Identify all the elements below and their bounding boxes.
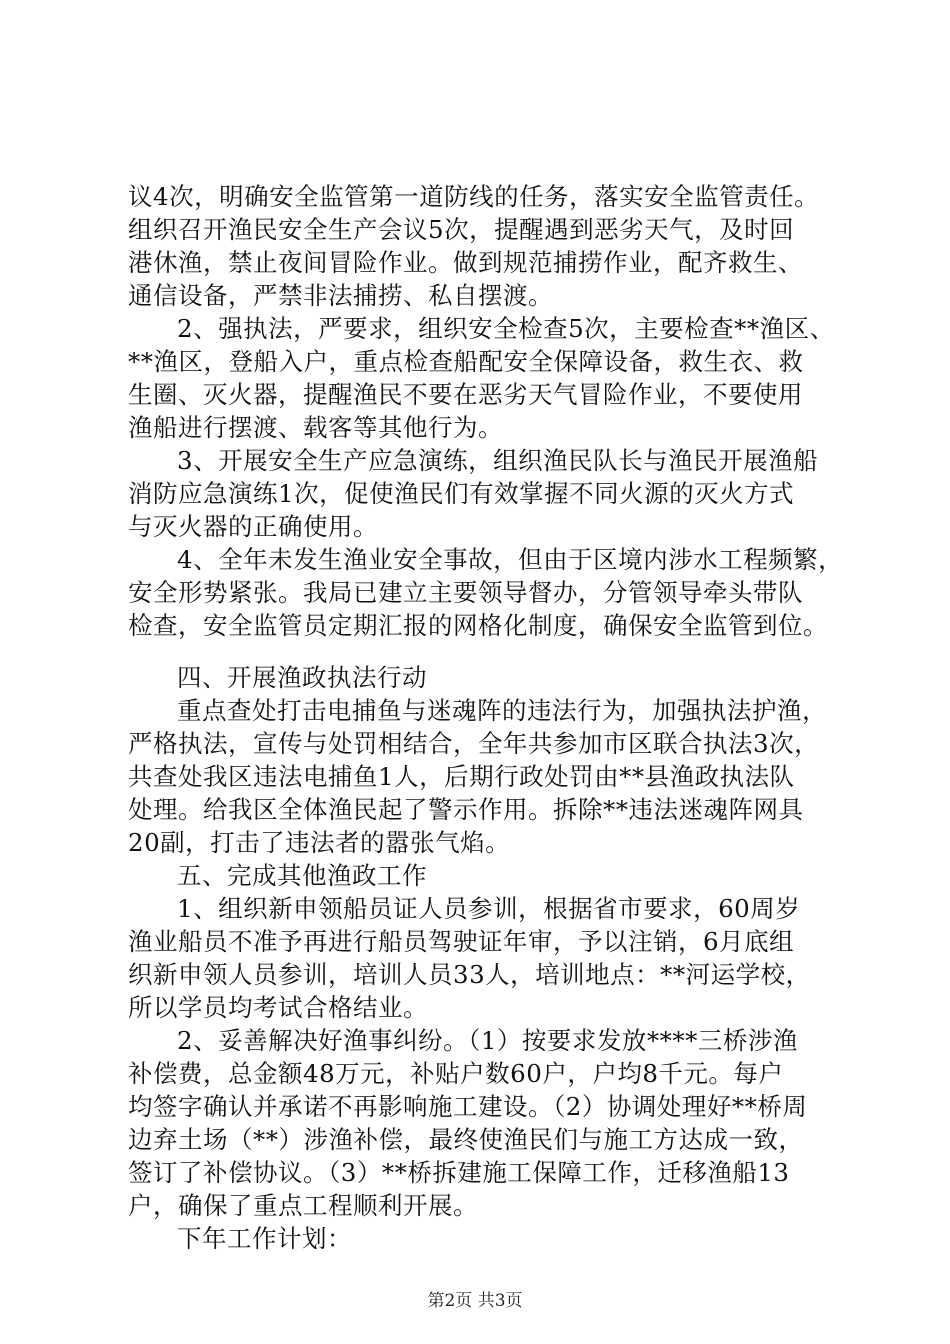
text-line: 组织召开渔民安全生产会议5次，提醒遇到恶劣天气，及时回 (128, 215, 795, 244)
text-line: 渔业船员不准予再进行船员驾驶证年审，予以注销，6月底组 (128, 927, 795, 956)
page-footer: 第2页 共3页 (427, 1291, 523, 1311)
text-line: 通信设备，严禁非法捕捞、私自摆渡。 (128, 281, 553, 310)
text-line: 安全形势紧张。我局已建立主要领导督办，分管领导牵头带队 (128, 578, 803, 607)
text-line: 下年工作计划： (177, 1224, 352, 1253)
text-line: 重点查处打击电捕鱼与迷魂阵的违法行为，加强执法护渔， (177, 696, 827, 725)
text-line: 3、开展安全生产应急演练，组织渔民队长与渔民开展渔船 (177, 446, 819, 475)
text-line: 补偿费，总金额48万元，补贴户数60户，户均8千元。每户 (128, 1059, 784, 1088)
text-line: 消防应急演练1次，促使渔民们有效掌握不同火源的灭火方式 (128, 479, 795, 508)
text-line: 边弃土场（**）涉渔补偿，最终使渔民们与施工方达成一致， (128, 1125, 804, 1154)
text-line: 严格执法，宣传与处罚相结合，全年共参加市区联合执法3次， (128, 729, 820, 758)
text-line: 检查，安全监管员定期汇报的网格化制度，确保安全监管到位。 (128, 611, 828, 640)
section-heading: 四、开展渔政执法行动 (177, 663, 427, 692)
text-line: 均签字确认并承诺不再影响施工建设。（2）协调处理好**桥周 (128, 1092, 808, 1121)
text-line: 4、全年未发生渔业安全事故，但由于区境内涉水工程频繁， (177, 545, 844, 574)
section-heading: 五、完成其他渔政工作 (177, 861, 427, 890)
text-line: 2、强执法，严要求，组织安全检查5次，主要检查**渔区、 (177, 314, 835, 343)
text-line: 户，确保了重点工程顺利开展。 (128, 1191, 478, 1220)
text-line: 议4次，明确安全监管第一道防线的任务，落实安全监管责任。 (128, 182, 820, 211)
text-line: 所以学员均考试合格结业。 (128, 993, 428, 1022)
text-line: 渔船进行摆渡、载客等其他行为。 (128, 413, 503, 442)
text-line: 1、组织新申领船员证人员参训，根据省市要求，60周岁 (177, 894, 801, 923)
text-line: 共查处我区违法电捕鱼1人，后期行政处罚由**县渔政执法队 (128, 762, 795, 791)
text-line: 织新申领人员参训，培训人员33人，培训地点：**河运学校， (128, 960, 811, 989)
text-line: 生圈、灭火器，提醒渔民不要在恶劣天气冒险作业，不要使用 (128, 380, 803, 409)
text-line: 20副，打击了违法者的嚣张气焰。 (128, 828, 511, 857)
text-line: 与灭火器的正确使用。 (128, 512, 378, 541)
text-line: 处理。给我区全体渔民起了警示作用。拆除**违法迷魂阵网具 (128, 795, 804, 824)
text-line: 2、妥善解决好渔事纠纷。（1）按要求发放****三桥涉渔 (177, 1026, 798, 1055)
text-line: **渔区，登船入户，重点检查船配安全保障设备，救生衣、救 (128, 347, 804, 376)
text-line: 港休渔，禁止夜间冒险作业。做到规范捕捞作业，配齐救生、 (128, 248, 803, 277)
text-line: 签订了补偿协议。（3）**桥拆建施工保障工作，迁移渔船13 (128, 1158, 790, 1187)
